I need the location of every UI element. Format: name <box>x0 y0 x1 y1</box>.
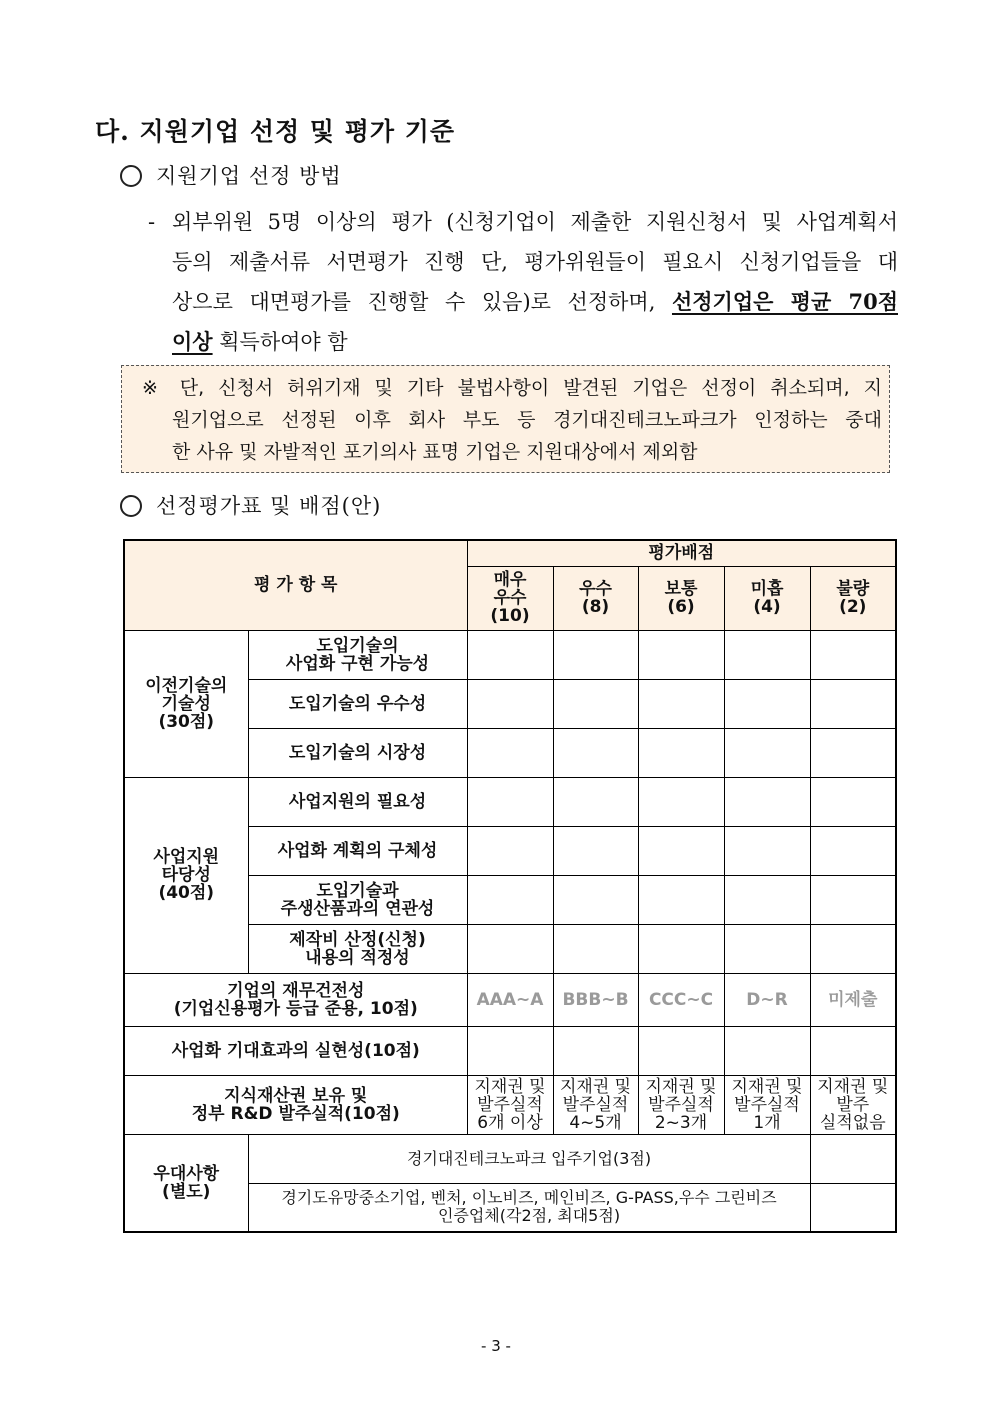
bonus-label: 우대사항 (별도) <box>124 1134 248 1232</box>
para-text-3: 상으로 대면평가를 진행할 수 있음)로 선정하며, <box>172 290 672 314</box>
table-row-effect <box>124 1026 896 1075</box>
item-label: 도입기술의 시장성 <box>248 728 467 777</box>
evaluation-table <box>123 539 897 1233</box>
subsection-title: 지원기업 선정 방법 <box>156 164 342 188</box>
table-row-finance <box>124 973 896 1026</box>
grade-bad: 불량 (2) <box>810 566 896 630</box>
circle-bullet-icon <box>120 495 142 517</box>
bonus-item-1: 경기대진테크노파크 입주기업(3점) <box>248 1134 810 1183</box>
circle-bullet-icon <box>120 165 142 187</box>
group-tech: 이전기술의 기술성 (30점) <box>124 630 248 777</box>
para-text-4: 획득하여야 함 <box>212 330 348 354</box>
ip-label: 지식재산권 보유 및 정부 R&D 발주실적(10점) <box>124 1075 467 1134</box>
para-text-1: 외부위원 5명 이상의 평가 (신청기업이 제출한 지원신청서 및 사업계획서 <box>172 210 898 234</box>
dash-bullet: - <box>148 210 156 234</box>
item-header: 평 가 항 목 <box>124 540 467 630</box>
note-line-2: 원기업으로 선정된 이후 회사 부도 등 경기대진테크노파크가 인정하는 중대 <box>172 409 882 431</box>
selection-paragraph <box>148 202 898 362</box>
finance-grade: BBB~B <box>553 973 638 1026</box>
subsection-evaluation-table <box>120 490 381 520</box>
grade-average: 보통 (6) <box>638 566 724 630</box>
table-row-ip <box>124 1075 896 1134</box>
item-label: 사업화 계획의 구체성 <box>248 826 467 875</box>
ip-cell: 지재권 및 발주 실적없음 <box>810 1075 896 1134</box>
finance-grade: 미제출 <box>810 973 896 1026</box>
grade-poor: 미흡 (4) <box>724 566 810 630</box>
emphasis-text-2: 이상 <box>172 329 213 354</box>
finance-grade: AAA~A <box>467 973 553 1026</box>
note-line-1: ※ 단, 신청서 허위기재 및 기타 불법사항이 발견된 기업은 선정이 취소되며, 지 <box>142 377 882 399</box>
table-row-bonus <box>124 1134 896 1183</box>
effect-label: 사업화 기대효과의 실현성(10점) <box>124 1026 467 1075</box>
subsection-title: 선정평가표 및 배점(안) <box>156 494 382 518</box>
para-line-3 <box>148 282 898 322</box>
item-label: 도입기술의 사업화 구현 가능성 <box>248 630 467 679</box>
group-business: 사업지원 타당성 (40점) <box>124 777 248 973</box>
grade-good: 우수 (8) <box>553 566 638 630</box>
emphasis-text: 선정기업은 평균 70점 <box>671 289 898 314</box>
ip-cell: 지재권 및 발주실적 2~3개 <box>638 1075 724 1134</box>
score-header: 평가배점 <box>467 540 896 566</box>
item-label: 도입기술과 주생산품과의 연관성 <box>248 875 467 924</box>
bonus-item-2: 경기도유망중소기업, 벤처, 이노비즈, 메인비즈, G-PASS,우수 그린비즈 인증업체(각2점, 최대5점) <box>248 1183 810 1232</box>
para-line-4 <box>148 322 898 362</box>
item-label: 사업지원의 필요성 <box>248 777 467 826</box>
table-row <box>124 777 896 826</box>
table-row <box>124 630 896 679</box>
note-line-3: 한 사유 및 자발적인 포기의사 표명 기업은 지원대상에서 제외함 <box>172 441 698 463</box>
subsection-selection-method <box>120 160 342 190</box>
ip-cell: 지재권 및 발주실적 1개 <box>724 1075 810 1134</box>
finance-grade: D~R <box>724 973 810 1026</box>
section-heading: 다. 지원기업 선정 및 평가 기준 <box>95 117 456 146</box>
ip-cell: 지재권 및 발주실적 6개 이상 <box>467 1075 553 1134</box>
item-label: 제작비 산정(신청) 내용의 적정성 <box>248 924 467 973</box>
note-box <box>121 365 890 473</box>
item-label: 도입기술의 우수성 <box>248 679 467 728</box>
finance-label: 기업의 재무건전성 (기업신용평가 등급 준용, 10점) <box>124 973 467 1026</box>
para-line-1 <box>148 202 898 242</box>
ip-cell: 지재권 및 발주실적 4~5개 <box>553 1075 638 1134</box>
grade-very-good: 매우 우수 (10) <box>467 566 553 630</box>
finance-grade: CCC~C <box>638 973 724 1026</box>
para-line-2: 등의 제출서류 서면평가 진행 단, 평가위원들이 필요시 신청기업들을 대 <box>172 250 898 274</box>
page-number: - 3 - <box>481 1337 511 1355</box>
